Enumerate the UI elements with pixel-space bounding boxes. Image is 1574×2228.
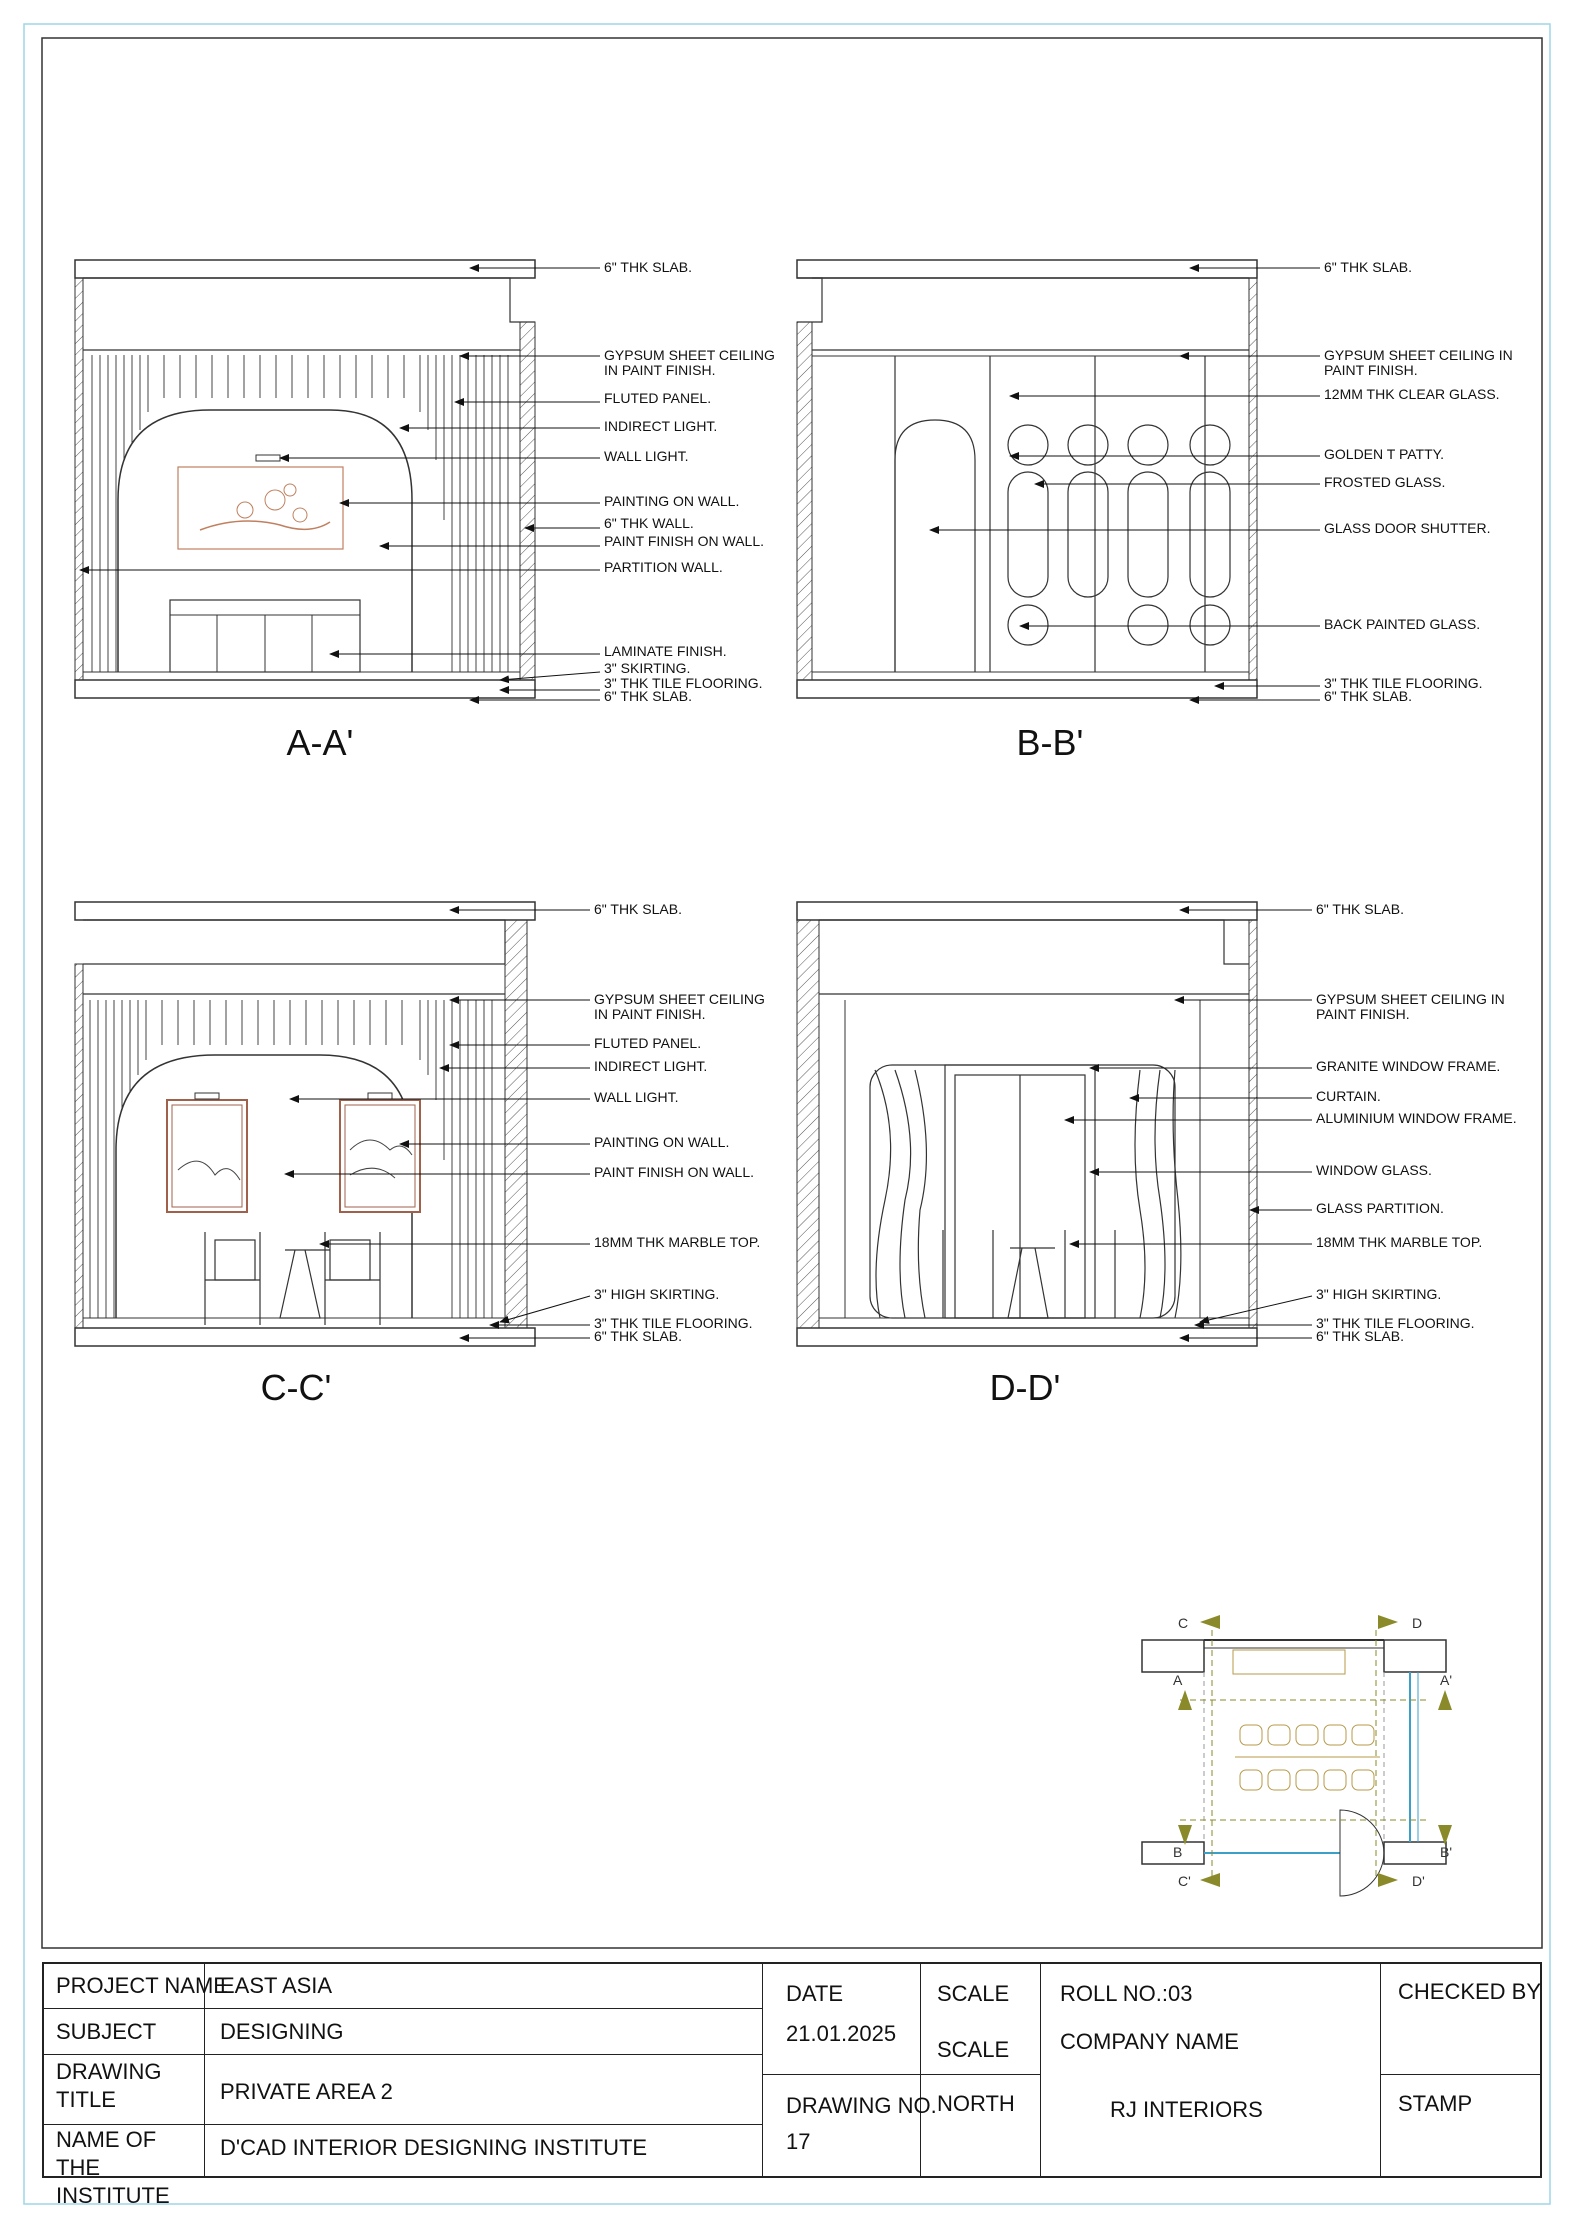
checked-by-label: CHECKED BY [1398, 1979, 1542, 2004]
label-b-back-painted-glass: BACK PAINTED GLASS. [1324, 616, 1481, 632]
label-c-marble-top: 18MM THK MARBLE TOP. [594, 1234, 761, 1250]
label-a-skirting: 3" SKIRTING. [604, 660, 691, 676]
label-d-slab-top: 6" THK SLAB. [1316, 901, 1404, 917]
label-d-skirting: 3" HIGH SKIRTING. [1316, 1286, 1442, 1302]
section-title-a: A-A' [286, 722, 354, 763]
label-a-paint-finish: PAINT FINISH ON WALL. [604, 533, 764, 549]
section-b-b [797, 260, 1257, 698]
section-title-b: B-B' [1016, 722, 1084, 763]
label-c-painting: PAINTING ON WALL. [594, 1134, 730, 1150]
date-label: DATE [786, 1981, 844, 2006]
scale-value: SCALE [937, 2037, 1010, 2062]
drawing-title-label: DRAWING TITLE [56, 2059, 162, 2112]
label-a-wall: 6" THK WALL. [604, 515, 694, 531]
label-a-fluted-panel: FLUTED PANEL. [604, 390, 712, 406]
section-title-d: D-D' [989, 1367, 1061, 1408]
section-a-a [75, 260, 535, 698]
label-c-tile-flooring: 3" THK TILE FLOORING. [594, 1315, 753, 1331]
scale-label: SCALE [937, 1981, 1010, 2006]
keyplan-marker-b-prime: B' [1440, 1844, 1453, 1860]
label-c-paint-finish: PAINT FINISH ON WALL. [594, 1164, 754, 1180]
company-name-label: COMPANY NAME [1060, 2029, 1239, 2054]
key-plan [1142, 1615, 1452, 1896]
drawing-no-label: DRAWING NO. [786, 2093, 937, 2118]
keyplan-marker-c: C [1178, 1615, 1189, 1631]
label-d-marble-top: 18MM THK MARBLE TOP. [1316, 1234, 1483, 1250]
label-b-glass-door: GLASS DOOR SHUTTER. [1324, 520, 1491, 536]
project-name-label: PROJECT NAME [56, 1973, 228, 1998]
label-c-wall-light: WALL LIGHT. [594, 1089, 679, 1105]
keyplan-marker-a: A [1173, 1672, 1183, 1688]
project-name-value: EAST ASIA [220, 1973, 333, 1998]
label-a-slab-bottom: 6" THK SLAB. [604, 688, 692, 704]
label-d-slab-bottom: 6" THK SLAB. [1316, 1328, 1404, 1344]
label-d-granite-frame: GRANITE WINDOW FRAME. [1316, 1058, 1501, 1074]
label-c-fluted-panel: FLUTED PANEL. [594, 1035, 702, 1051]
label-a-slab-top: 6" THK SLAB. [604, 259, 692, 275]
section-d-d [797, 902, 1257, 1346]
keyplan-marker-a-prime: A' [1440, 1672, 1453, 1688]
label-b-tile-flooring: 3" THK TILE FLOORING. [1324, 675, 1483, 691]
label-b-clear-glass: 12MM THK CLEAR GLASS. [1324, 386, 1500, 402]
stamp-label: STAMP [1398, 2091, 1473, 2116]
keyplan-marker-c-prime: C' [1178, 1873, 1191, 1889]
label-a-laminate: LAMINATE FINISH. [604, 643, 727, 659]
label-a-partition-wall: PARTITION WALL. [604, 559, 723, 575]
label-d-tile-flooring: 3" THK TILE FLOORING. [1316, 1315, 1475, 1331]
subject-label: SUBJECT [56, 2019, 157, 2044]
label-a-tile-flooring: 3" THK TILE FLOORING. [604, 675, 763, 691]
label-b-frosted-glass: FROSTED GLASS. [1324, 474, 1446, 490]
drawing-no-value: 17 [786, 2129, 811, 2154]
drawing-title-value: PRIVATE AREA 2 [220, 2079, 393, 2104]
keyplan-marker-b: B [1173, 1844, 1183, 1860]
label-a-indirect-light: INDIRECT LIGHT. [604, 418, 718, 434]
company-name-value: RJ INTERIORS [1110, 2097, 1263, 2122]
label-d-glass-partition: GLASS PARTITION. [1316, 1200, 1444, 1216]
label-c-indirect-light: INDIRECT LIGHT. [594, 1058, 708, 1074]
keyplan-marker-d-prime: D' [1412, 1873, 1425, 1889]
label-a-gypsum-ceiling: GYPSUM SHEET CEILING IN PAINT FINISH. [604, 347, 775, 378]
label-d-gypsum-ceiling: GYPSUM SHEET CEILING IN PAINT FINISH. [1316, 991, 1505, 1022]
north-label: NORTH [937, 2091, 1015, 2116]
label-d-curtain: CURTAIN. [1316, 1088, 1381, 1104]
institute-label: NAME OF THE INSTITUTE [56, 2127, 170, 2208]
section-title-c: C-C' [260, 1367, 332, 1408]
keyplan-marker-d: D [1412, 1615, 1423, 1631]
label-d-window-glass: WINDOW GLASS. [1316, 1162, 1432, 1178]
label-c-skirting: 3" HIGH SKIRTING. [594, 1286, 720, 1302]
roll-no: ROLL NO.:03 [1060, 1981, 1193, 2006]
label-b-slab-bottom: 6" THK SLAB. [1324, 688, 1412, 704]
label-d-aluminium-frame: ALUMINIUM WINDOW FRAME. [1316, 1110, 1517, 1126]
label-a-painting: PAINTING ON WALL. [604, 493, 740, 509]
label-b-slab-top: 6" THK SLAB. [1324, 259, 1412, 275]
institute-value: D'CAD INTERIOR DESIGNING INSTITUTE [220, 2135, 648, 2160]
label-c-slab-bottom: 6" THK SLAB. [594, 1328, 682, 1344]
date-value: 21.01.2025 [786, 2021, 897, 2046]
subject-value: DESIGNING [220, 2019, 344, 2044]
label-b-golden-t-patty: GOLDEN T PATTY. [1324, 446, 1445, 462]
section-c-c [75, 902, 535, 1346]
label-a-wall-light: WALL LIGHT. [604, 448, 689, 464]
label-c-gypsum-ceiling: GYPSUM SHEET CEILING IN PAINT FINISH. [594, 991, 765, 1022]
title-block [42, 1962, 1542, 2208]
label-c-slab-top: 6" THK SLAB. [594, 901, 682, 917]
label-b-gypsum-ceiling: GYPSUM SHEET CEILING IN PAINT FINISH. [1324, 347, 1513, 378]
